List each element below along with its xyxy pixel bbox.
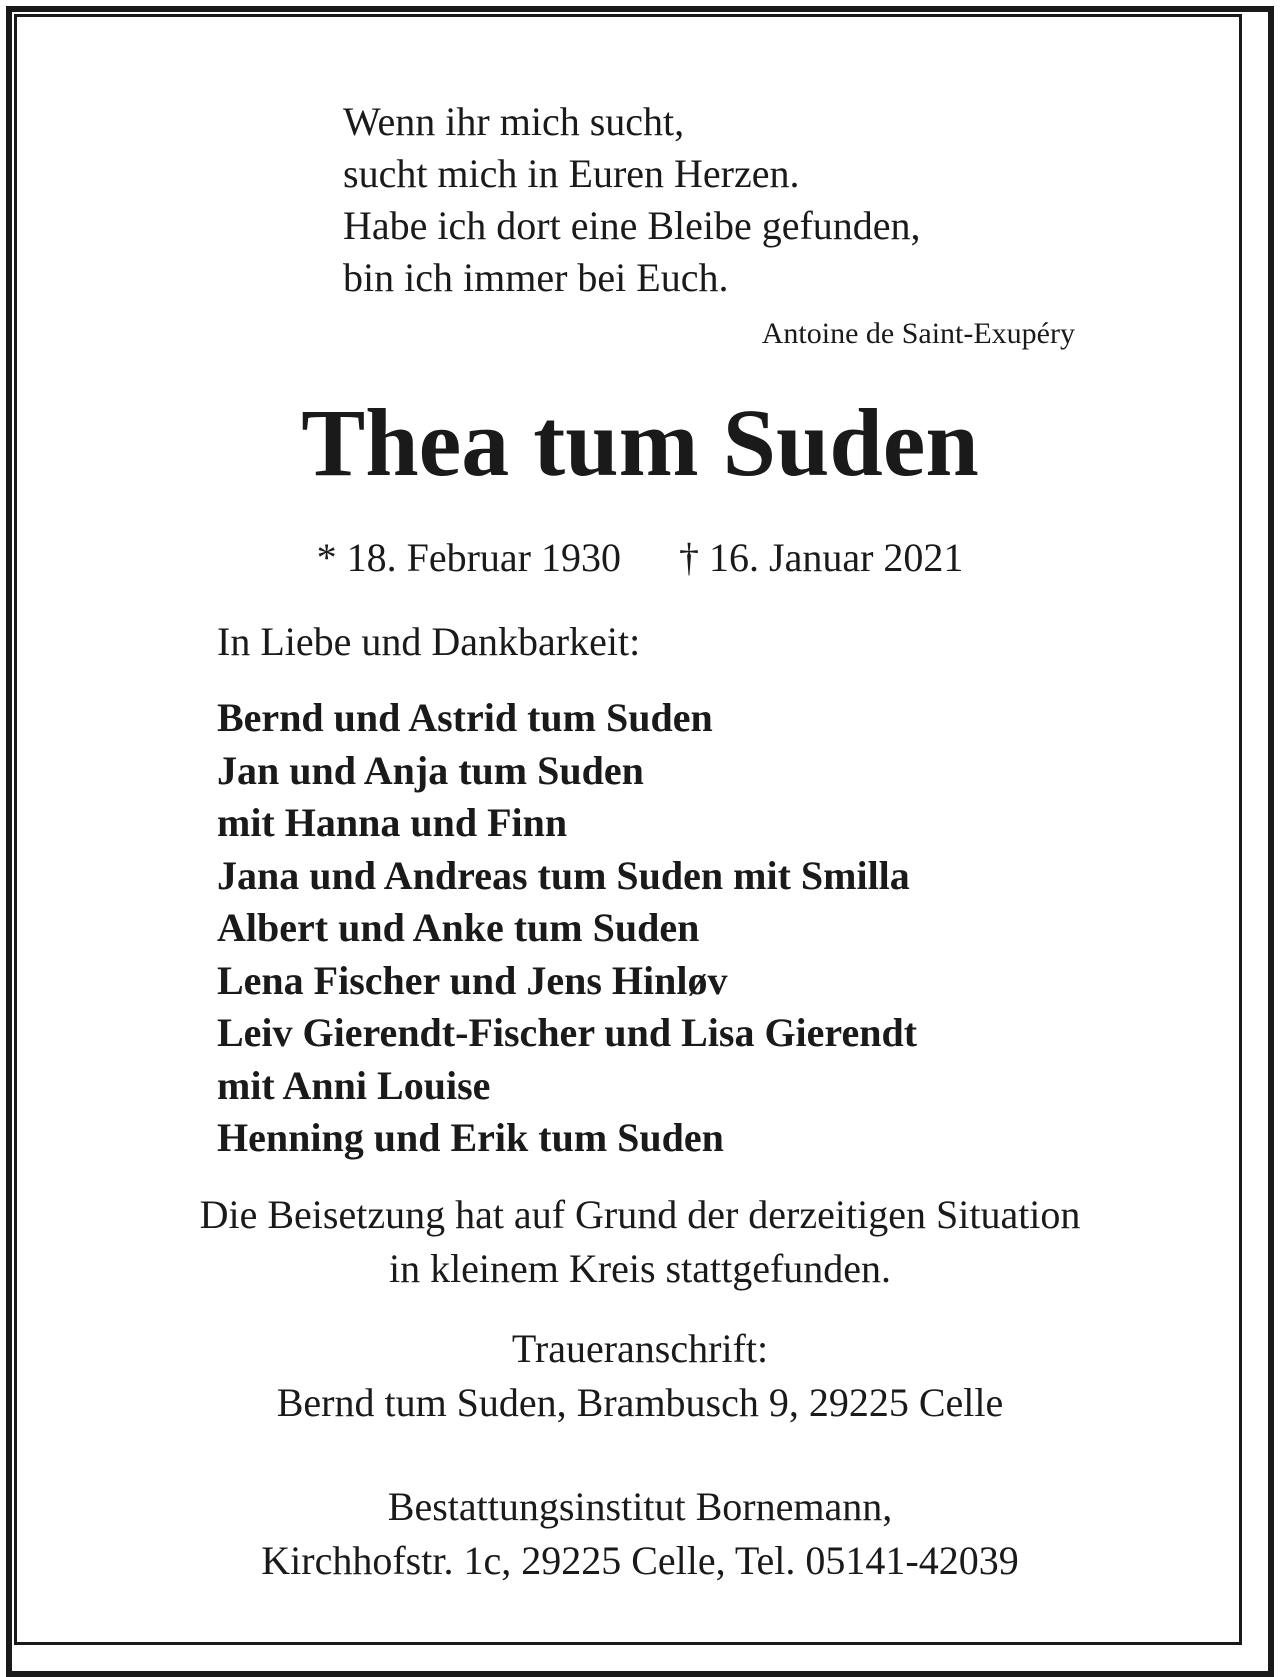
mourner-line: Jana und Andreas tum Suden mit Smilla [217, 852, 910, 898]
mourner-line: mit Hanna und Finn [217, 800, 568, 845]
birth-date: * 18. Februar 1930 [316, 535, 621, 580]
mourner-line: mit Anni Louise [217, 1062, 491, 1108]
poem-line: Wenn ihr mich sucht, [343, 99, 685, 144]
mourners-list [217, 692, 917, 1165]
poem-author: Antoine de Saint-Exupéry [761, 317, 1075, 350]
mourner-line: Henning und Erik tum Suden [217, 1115, 724, 1160]
mourner-line: Bernd und Astrid tum Suden [217, 695, 713, 740]
deceased-name: Thea tum Suden [301, 389, 979, 496]
mourning-address [0, 1322, 1280, 1430]
undertaker-address: Kirchhofstr. 1c, 29225 Celle, Tel. 05141-42039 [261, 1538, 1019, 1583]
life-dates [0, 532, 1280, 584]
poem-line: Habe ich dort eine Bleibe gefunden, [343, 203, 921, 248]
mourning-address-value: Bernd tum Suden, Brambusch 9, 29225 Celle [276, 1380, 1004, 1425]
mourner-line: Leiv Gierendt-Fischer und Lisa Gierendt [217, 1010, 918, 1055]
funeral-note [0, 1188, 1280, 1296]
mourning-address-label: Traueranschrift: [511, 1326, 769, 1371]
funeral-note-line: Die Beisetzung hat auf Grund der derzeitigen Situation [199, 1192, 1081, 1237]
poem-line: bin ich immer bei Euch. [343, 255, 729, 300]
mourners-intro: In Liebe und Dankbarkeit: [217, 619, 641, 664]
poem-line: sucht mich in Euren Herzen. [343, 151, 800, 196]
mourner-line: Jan und Anja tum Suden [217, 747, 644, 793]
mourner-line: Albert und Anke tum Suden [217, 905, 700, 950]
poem [343, 96, 921, 304]
undertaker-name: Bestattungsinstitut Bornemann, [387, 1484, 893, 1529]
funeral-note-line: in kleinem Kreis stattgefunden. [388, 1246, 892, 1291]
mourner-line: Lena Fischer und Jens Hinløv [217, 957, 728, 1003]
death-date: † 16. Januar 2021 [679, 535, 964, 580]
undertaker [0, 1480, 1280, 1588]
